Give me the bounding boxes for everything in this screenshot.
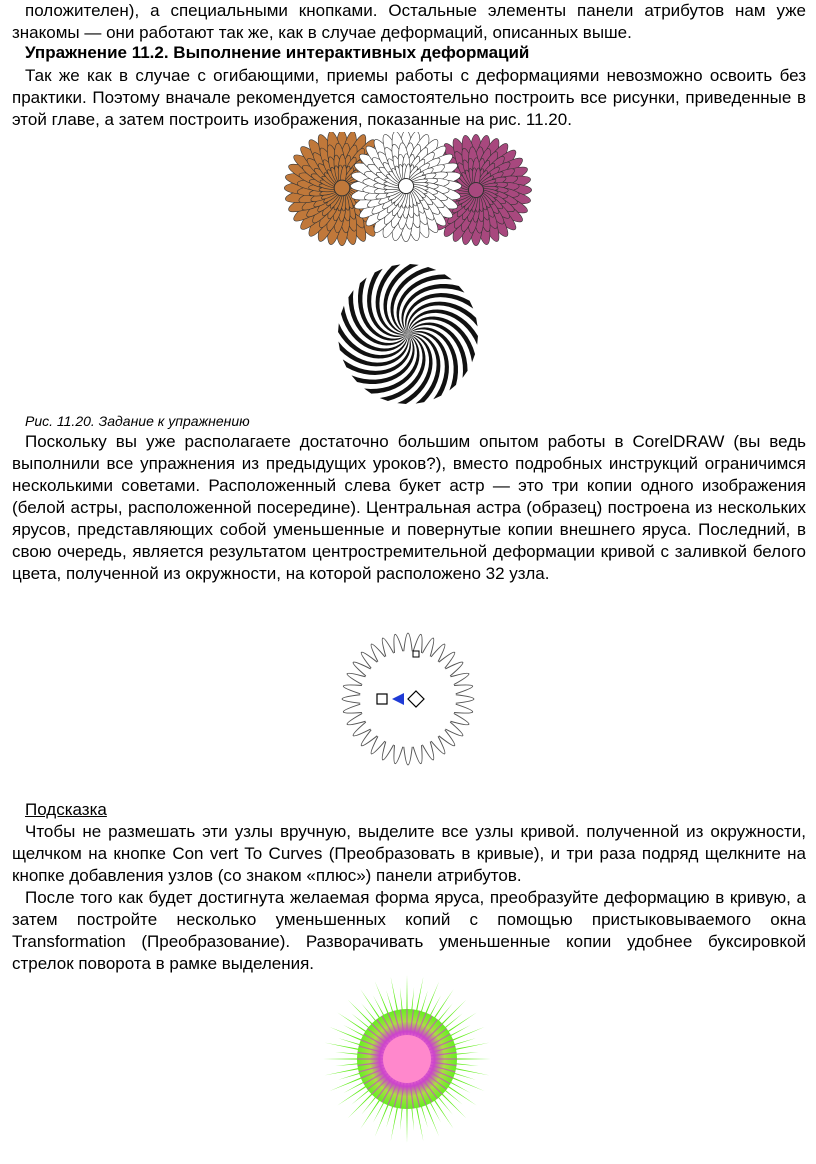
paragraph-transform: После того как будет достигнута желаемая форма яруса, преобразуйте деформацию в кривую, а затем постройте несколько уменьшенных копий с помощью пристыковываемого окна Transformation (Преобразование). Разворачивать уменьшенные копии удобнее буксировкой стрелок поворота в рамке выделения. <box>12 888 806 973</box>
square-node-icon <box>377 694 387 704</box>
hint-label: Подсказка <box>25 800 107 819</box>
paragraph-practice: Так же как в случае с огибающими, приемы работы с деформациями невозможно освоить без практики. Поэтому вначале рекомендуется самостоятельно построить все рисунки, приведенные в этой главе, а затем построить изображения, показанные на рис. 11.20. <box>12 66 806 129</box>
paragraph-intro: положителен), а специальными кнопками. Остальные элементы панели атрибутов нам уже знакомы — они работают так же, как в случае деформаций, описанных выше. <box>12 1 806 42</box>
blue-arrow-handle-icon <box>392 693 404 705</box>
green-burst-figure <box>322 974 492 1144</box>
diamond-handle-icon <box>408 691 424 707</box>
spiral-figure <box>336 262 480 406</box>
small-node-icon <box>413 651 419 657</box>
aster-middle <box>350 132 462 242</box>
distortion-outline-figure <box>324 610 492 786</box>
paragraph-hint: Чтобы не размешать эти узлы вручную, выделите все узлы кривой. полученной из окружности, щелчком на кнопке Con vert To Curves (Преобразовать в кривые), и три раза подряд щелкните на кнопке добавления узлов (со знаком «плюс») панели атрибутов. <box>12 822 806 885</box>
aster-bouquet-figure <box>280 132 536 250</box>
figure-caption: Рис. 11.20. Задание к упражнению <box>25 413 250 429</box>
exercise-heading: Упражнение 11.2. Выполнение интерактивных деформаций <box>25 43 530 62</box>
burst-spikes <box>323 975 491 1143</box>
paragraph-advice: Поскольку вы уже располагаете достаточно большим опытом работы в CorelDRAW (вы ведь выполнили все упражнения из предыдущих уроков?), вместо подробных инструкций ограничимся несколькими советами. Расположенный слева букет астр — это три копии одного изображения (белой астры, расположенной посередине). Центральная астра (образец) построена из нескольких ярусов, представляющих собой уменьшенные и повернутые копии внешнего яруса. Последний, в свою очередь, является результатом центростремительной деформации кривой с заливкой белого цвета, полученной из окружности, на которой расположено 32 узла. <box>12 432 806 583</box>
spiral-pattern <box>338 264 478 404</box>
